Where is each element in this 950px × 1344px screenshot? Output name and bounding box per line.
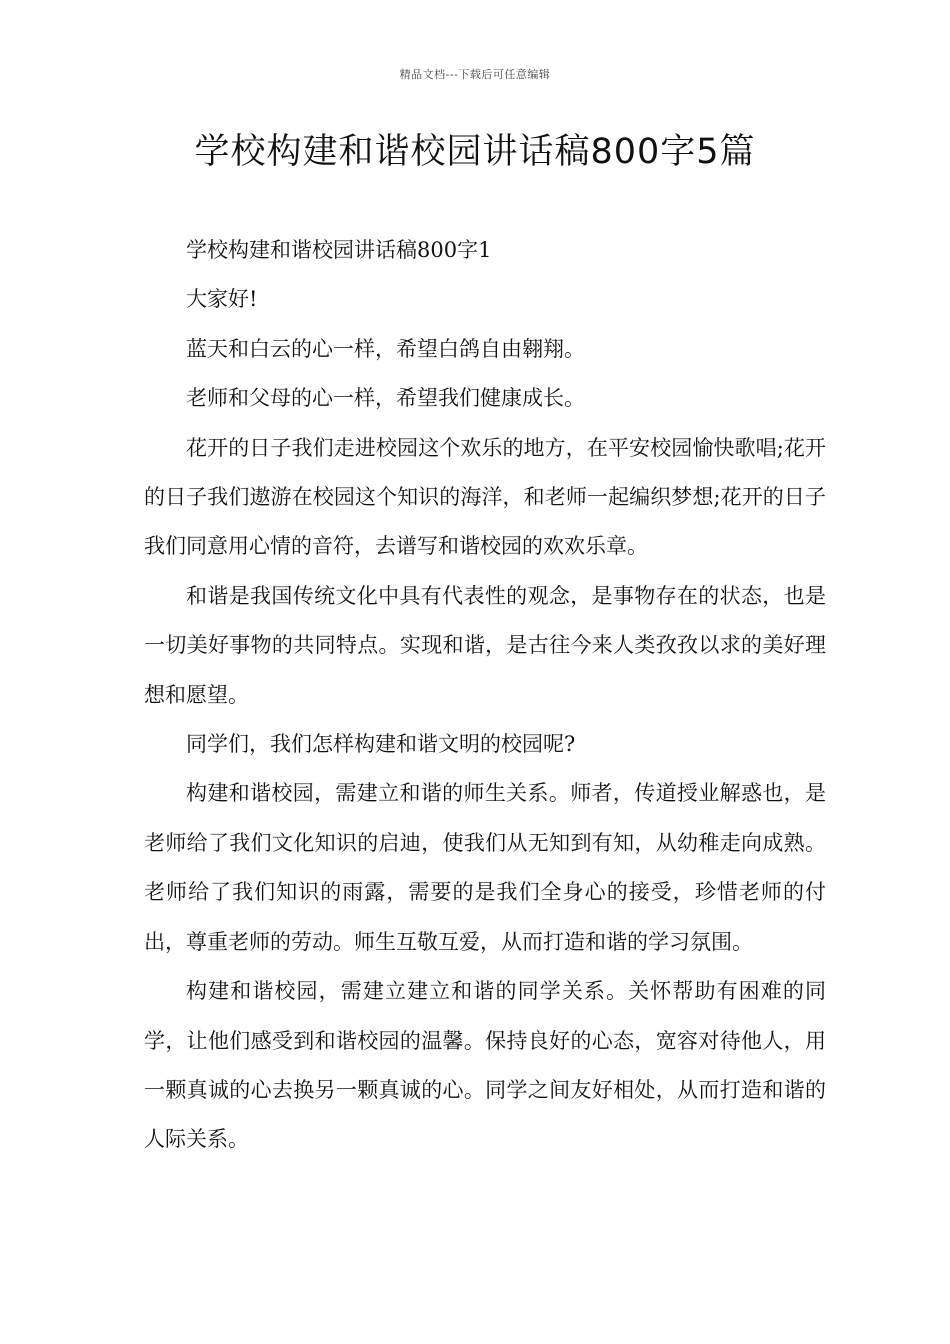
- paragraph: 同学们，我们怎样构建和谐文明的校园呢?: [186, 732, 576, 757]
- paragraph-subtitle: 学校构建和谐校园讲话稿800字1: [186, 238, 492, 262]
- paragraph: 构建和谐校园，需建立建立和谐的同学关系。关怀帮助有困难的同学，让他们感受到和谐校园的温馨。保持良好的心态，宽容对待他人，用一颗真诚的心去换另一颗真诚的心。同学之间友好相处，从而打造和谐的人际关系。: [144, 979, 826, 1152]
- paragraph: 和谐是我国传统文化中具有代表性的观念，是事物存在的状态，也是一切美好事物的共同特点。实现和谐，是古往今来人类孜孜以求的美好理想和愿望。: [144, 583, 826, 707]
- paragraph: 老师和父母的心一样，希望我们健康成长。: [186, 386, 585, 411]
- paragraph-greeting: 大家好!: [186, 287, 258, 312]
- paragraph: 蓝天和白云的心一样，希望白鸽自由翱翔。: [186, 336, 585, 361]
- document-title: 学校构建和谐校园讲话稿800字5篇: [194, 132, 756, 172]
- paragraph: 构建和谐校园，需建立和谐的师生关系。师者，传道授业解惑也，是老师给了我们文化知识的启迪，使我们从无知到有知，从幼稚走向成熟。老师给了我们知识的雨露，需要的是我们全身心的接受，珍惜老师的付出，尊重老师的劳动。师生互敬互爱，从而打造和谐的学习氛围。: [144, 781, 826, 954]
- paragraph: 花开的日子我们走进校园这个欢乐的地方，在平安校园愉快歌唱;花开的日子我们遨游在校园这个知识的海洋，和老师一起编织梦想;花开的日子我们同意用心情的音符，去谱写和谐校园的欢欢乐章。: [144, 435, 826, 559]
- document-body: [144, 226, 826, 1165]
- header-note: 精品文档---下载后可任意编辑: [399, 68, 551, 81]
